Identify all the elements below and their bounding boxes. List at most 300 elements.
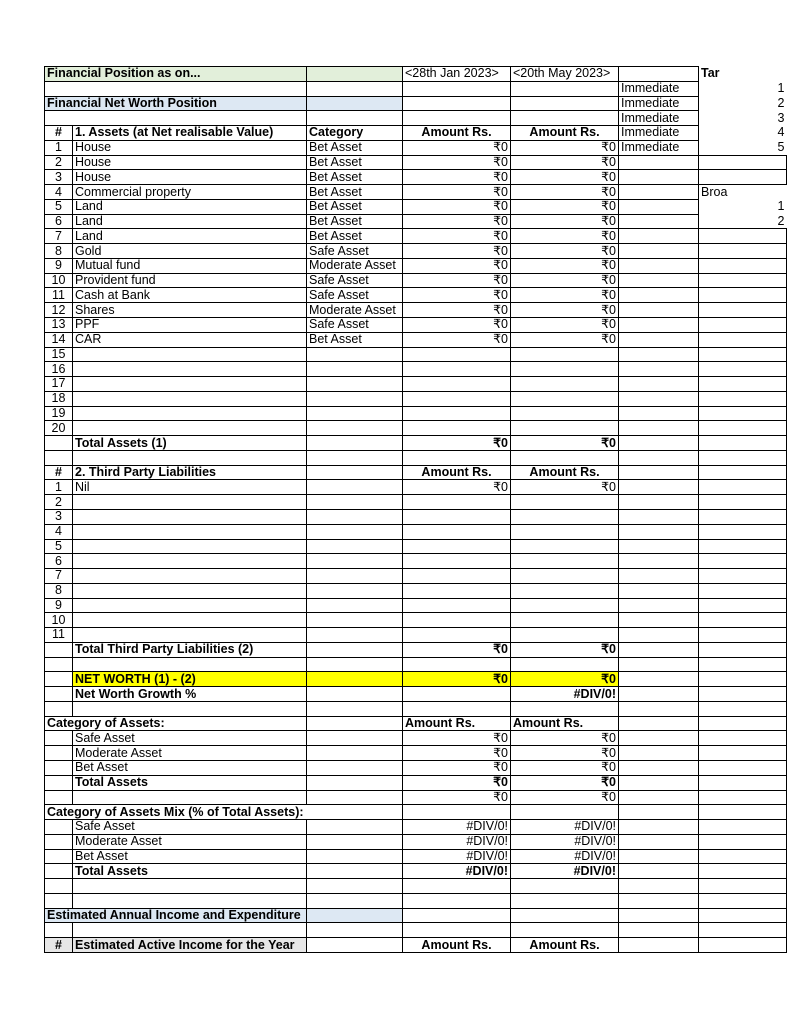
asset-category[interactable]: Moderate Asset (307, 303, 403, 318)
asset-category[interactable]: Moderate Asset (307, 258, 403, 273)
row-number[interactable]: 20 (45, 421, 73, 436)
amount[interactable]: ₹0 (403, 288, 511, 303)
cell[interactable]: ₹0 (403, 760, 511, 775)
amount[interactable]: ₹0 (511, 214, 619, 229)
row-number[interactable]: 1 (45, 140, 73, 155)
cell[interactable] (73, 790, 307, 805)
amount[interactable] (511, 524, 619, 539)
liability-name[interactable] (73, 524, 307, 539)
amount[interactable]: ₹0 (511, 244, 619, 259)
asset-category[interactable] (307, 391, 403, 406)
row-number[interactable]: 5 (45, 199, 73, 214)
cell[interactable]: Amount Rs. (403, 126, 511, 141)
row-number[interactable]: 10 (45, 273, 73, 288)
asset-name[interactable] (73, 347, 307, 362)
cell[interactable] (699, 923, 787, 938)
asset-category[interactable]: Bet Asset (307, 229, 403, 244)
cell[interactable] (699, 495, 787, 510)
asset-name[interactable]: House (73, 155, 307, 170)
cell[interactable] (403, 908, 511, 923)
cell[interactable] (403, 81, 511, 96)
cell[interactable] (45, 731, 73, 746)
cell[interactable] (619, 288, 699, 303)
amount[interactable] (511, 406, 619, 421)
growth-label[interactable]: Net Worth Growth % (73, 687, 307, 702)
row-number[interactable]: 15 (45, 347, 73, 362)
cell[interactable] (511, 657, 619, 672)
side-number[interactable]: 2 (777, 95, 785, 110)
amount[interactable]: ₹0 (403, 229, 511, 244)
immediate-label[interactable]: Immediate (619, 81, 699, 96)
row-number[interactable]: 8 (45, 583, 73, 598)
cell[interactable] (699, 613, 787, 628)
cell[interactable] (45, 923, 73, 938)
cell[interactable] (619, 760, 699, 775)
cell[interactable] (619, 672, 699, 687)
cell[interactable] (699, 583, 787, 598)
cell[interactable]: Safe Asset (73, 820, 307, 835)
cell[interactable] (699, 554, 787, 569)
cell[interactable]: #DIV/0! (403, 864, 511, 879)
asset-name[interactable]: Land (73, 214, 307, 229)
cell[interactable] (307, 465, 403, 480)
row-number[interactable]: 13 (45, 318, 73, 333)
cell[interactable] (307, 628, 403, 643)
side-number[interactable]: 4 (777, 125, 785, 140)
row-number[interactable]: 3 (45, 170, 73, 185)
immediate-label[interactable]: Immediate (619, 140, 699, 155)
row-number[interactable]: 1 (45, 480, 73, 495)
cell[interactable] (699, 288, 787, 303)
cell[interactable] (307, 657, 403, 672)
amount[interactable] (511, 569, 619, 584)
cell[interactable] (307, 569, 403, 584)
cell[interactable] (619, 628, 699, 643)
cell[interactable] (307, 746, 403, 761)
cell[interactable]: ₹0 (511, 642, 619, 657)
row-number[interactable]: 6 (45, 214, 73, 229)
cell[interactable] (45, 672, 73, 687)
cell[interactable] (619, 849, 699, 864)
cell[interactable]: ₹0 (511, 760, 619, 775)
cell[interactable] (73, 879, 307, 894)
cell[interactable] (45, 893, 73, 908)
cell[interactable] (403, 701, 511, 716)
cell[interactable] (619, 170, 699, 185)
liability-name[interactable] (73, 539, 307, 554)
amount[interactable] (511, 539, 619, 554)
side-number[interactable]: 2 (777, 213, 785, 228)
cell[interactable] (403, 687, 511, 702)
asset-name[interactable]: PPF (73, 318, 307, 333)
cell[interactable] (307, 436, 403, 451)
liability-name[interactable] (73, 613, 307, 628)
cell[interactable]: #DIV/0! (403, 820, 511, 835)
cell[interactable] (619, 495, 699, 510)
cell[interactable]: #DIV/0! (511, 864, 619, 879)
cell[interactable] (307, 775, 403, 790)
cell[interactable]: Bet Asset (73, 849, 307, 864)
assets-title[interactable]: 1. Assets (at Net realisable Value) (73, 126, 307, 141)
asset-category[interactable]: Safe Asset (307, 318, 403, 333)
amount[interactable] (403, 583, 511, 598)
cell[interactable] (699, 524, 787, 539)
cell[interactable] (699, 465, 787, 480)
row-number[interactable]: 4 (45, 524, 73, 539)
cell[interactable]: ₹0 (403, 731, 511, 746)
row-number[interactable]: 2 (45, 495, 73, 510)
cell[interactable]: ₹0 (403, 436, 511, 451)
asset-name[interactable] (73, 406, 307, 421)
cell[interactable] (699, 391, 787, 406)
cell[interactable] (699, 509, 787, 524)
cell[interactable] (699, 849, 787, 864)
cell[interactable] (699, 834, 787, 849)
cell[interactable] (307, 111, 403, 126)
cell[interactable] (403, 923, 511, 938)
cell[interactable] (699, 879, 787, 894)
cell[interactable] (511, 111, 619, 126)
amount[interactable] (511, 583, 619, 598)
cell[interactable] (619, 879, 699, 894)
immediate-label[interactable]: Immediate (619, 126, 699, 141)
amount[interactable] (403, 509, 511, 524)
amount[interactable] (511, 377, 619, 392)
cell[interactable]: #DIV/0! (511, 820, 619, 835)
amount[interactable] (403, 569, 511, 584)
amount[interactable]: ₹0 (511, 273, 619, 288)
cell[interactable] (307, 554, 403, 569)
cell[interactable] (619, 539, 699, 554)
row-number[interactable]: 11 (45, 288, 73, 303)
amount[interactable]: ₹0 (403, 170, 511, 185)
sheet-title[interactable]: Financial Position as on... (45, 67, 307, 82)
amount[interactable] (403, 495, 511, 510)
cell[interactable] (619, 554, 699, 569)
cell[interactable] (699, 480, 787, 495)
cell[interactable] (699, 155, 787, 170)
cell[interactable] (511, 923, 619, 938)
cell[interactable] (699, 406, 787, 421)
cell[interactable] (619, 613, 699, 628)
asset-category[interactable]: Safe Asset (307, 288, 403, 303)
amount[interactable]: ₹0 (403, 185, 511, 200)
cell[interactable] (619, 834, 699, 849)
cell[interactable] (307, 731, 403, 746)
mix-title[interactable]: Category of Assets Mix (% of Total Assets): (45, 805, 403, 820)
cell[interactable] (619, 701, 699, 716)
cell[interactable] (699, 450, 787, 465)
total-assets-label[interactable]: Total Assets (1) (73, 436, 307, 451)
row-number[interactable]: 2 (45, 155, 73, 170)
cell[interactable] (619, 406, 699, 421)
cell[interactable] (619, 746, 699, 761)
income-title[interactable]: Estimated Active Income for the Year (73, 938, 307, 953)
cell[interactable] (403, 96, 511, 111)
cell[interactable] (699, 805, 787, 820)
cell[interactable]: Safe Asset (73, 731, 307, 746)
cell[interactable] (619, 436, 699, 451)
amount[interactable]: ₹0 (511, 258, 619, 273)
amount[interactable]: ₹0 (511, 480, 619, 495)
amount[interactable] (511, 362, 619, 377)
cell[interactable]: Moderate Asset (73, 746, 307, 761)
cell[interactable]: #DIV/0! (511, 849, 619, 864)
amount[interactable] (403, 628, 511, 643)
row-number[interactable]: 14 (45, 332, 73, 347)
cell[interactable] (307, 923, 403, 938)
cell[interactable]: # (45, 126, 73, 141)
cell[interactable]: Amount Rs. (511, 938, 619, 953)
cell[interactable] (619, 480, 699, 495)
asset-category[interactable] (307, 347, 403, 362)
cell[interactable] (307, 820, 403, 835)
cell[interactable] (619, 893, 699, 908)
asset-category[interactable] (307, 406, 403, 421)
amount[interactable] (511, 598, 619, 613)
cell[interactable] (619, 716, 699, 731)
cell[interactable]: ₹0 (511, 731, 619, 746)
cell[interactable] (619, 332, 699, 347)
cell[interactable] (307, 834, 403, 849)
cell[interactable] (307, 849, 403, 864)
amount[interactable]: ₹0 (403, 303, 511, 318)
cell[interactable] (699, 716, 787, 731)
asset-name[interactable]: Cash at Bank (73, 288, 307, 303)
liability-name[interactable] (73, 583, 307, 598)
cell[interactable] (307, 96, 403, 111)
cell[interactable] (699, 569, 787, 584)
cell[interactable] (307, 938, 403, 953)
cell[interactable] (619, 273, 699, 288)
cell[interactable] (619, 391, 699, 406)
cell[interactable] (45, 436, 73, 451)
amount[interactable] (403, 391, 511, 406)
cell[interactable] (699, 820, 787, 835)
row-number[interactable]: 8 (45, 244, 73, 259)
amount[interactable] (511, 613, 619, 628)
cell[interactable] (699, 318, 787, 333)
category-header[interactable]: Category (307, 126, 403, 141)
amount[interactable]: ₹0 (403, 480, 511, 495)
cell[interactable]: # (45, 938, 73, 953)
row-number[interactable]: 5 (45, 539, 73, 554)
cell[interactable]: Amount Rs. (403, 465, 511, 480)
cell[interactable] (619, 155, 699, 170)
amount[interactable]: ₹0 (511, 229, 619, 244)
cell[interactable] (619, 450, 699, 465)
cell[interactable] (619, 199, 699, 214)
asset-category[interactable]: Safe Asset (307, 244, 403, 259)
cell[interactable] (699, 377, 787, 392)
cell[interactable] (619, 244, 699, 259)
cell[interactable]: ₹0 (511, 790, 619, 805)
cell[interactable] (511, 893, 619, 908)
cell[interactable] (511, 81, 619, 96)
cell[interactable] (699, 303, 787, 318)
asset-name[interactable] (73, 391, 307, 406)
cell[interactable] (45, 834, 73, 849)
asset-name[interactable] (73, 421, 307, 436)
date-col-2[interactable]: <20th May 2023> (511, 67, 619, 82)
cell[interactable] (619, 598, 699, 613)
cell[interactable] (619, 67, 699, 82)
cell[interactable]: Bet Asset (73, 760, 307, 775)
cell[interactable] (307, 450, 403, 465)
cell[interactable] (45, 701, 73, 716)
amount[interactable]: ₹0 (511, 199, 619, 214)
cell[interactable] (307, 81, 403, 96)
cell[interactable] (619, 642, 699, 657)
immediate-label[interactable]: Immediate (619, 96, 699, 111)
cell[interactable]: #DIV/0! (511, 834, 619, 849)
cell[interactable] (699, 642, 787, 657)
cell[interactable] (699, 908, 787, 923)
asset-category[interactable] (307, 362, 403, 377)
cell[interactable]: # (45, 465, 73, 480)
cell[interactable] (511, 879, 619, 894)
category-title[interactable]: Category of Assets: (45, 716, 307, 731)
cell[interactable]: Amount Rs. (403, 716, 511, 731)
cell[interactable] (619, 569, 699, 584)
cell[interactable] (403, 893, 511, 908)
asset-category[interactable]: Bet Asset (307, 185, 403, 200)
side-number[interactable]: 3 (777, 110, 785, 125)
cell[interactable] (45, 775, 73, 790)
cell[interactable] (619, 318, 699, 333)
cell[interactable] (699, 760, 787, 775)
cell[interactable] (307, 879, 403, 894)
cell[interactable] (619, 185, 699, 200)
networth-heading[interactable]: Financial Net Worth Position (45, 96, 307, 111)
cell[interactable] (73, 893, 307, 908)
cell[interactable] (307, 613, 403, 628)
row-number[interactable]: 16 (45, 362, 73, 377)
cell[interactable] (619, 775, 699, 790)
cell[interactable] (619, 362, 699, 377)
cell[interactable] (619, 687, 699, 702)
cell[interactable]: #DIV/0! (403, 849, 511, 864)
liabilities-title[interactable]: 2. Third Party Liabilities (73, 465, 307, 480)
cell[interactable] (73, 450, 307, 465)
cell[interactable] (307, 583, 403, 598)
cell[interactable] (511, 908, 619, 923)
amount[interactable] (403, 421, 511, 436)
immediate-label[interactable]: Immediate (619, 111, 699, 126)
cell[interactable] (699, 362, 787, 377)
cell[interactable]: Amount Rs. (511, 716, 619, 731)
cell[interactable]: Amount Rs. (511, 465, 619, 480)
cell[interactable] (307, 701, 403, 716)
amount[interactable]: ₹0 (403, 258, 511, 273)
cell[interactable]: Moderate Asset (73, 834, 307, 849)
cell[interactable]: Total Assets (73, 864, 307, 879)
cell[interactable] (45, 790, 73, 805)
cell[interactable] (45, 657, 73, 672)
cell[interactable] (699, 938, 787, 953)
amount[interactable] (511, 509, 619, 524)
target-header[interactable]: Tar (701, 66, 720, 81)
cell[interactable] (619, 229, 699, 244)
cell[interactable] (403, 805, 511, 820)
cell[interactable] (619, 583, 699, 598)
amount[interactable] (511, 554, 619, 569)
cell[interactable]: #DIV/0! (511, 687, 619, 702)
cell[interactable] (699, 628, 787, 643)
amount[interactable] (403, 347, 511, 362)
cell[interactable] (73, 657, 307, 672)
cell[interactable]: ₹0 (403, 746, 511, 761)
cell[interactable] (699, 790, 787, 805)
liability-name[interactable] (73, 569, 307, 584)
liability-name[interactable] (73, 495, 307, 510)
asset-category[interactable]: Bet Asset (307, 332, 403, 347)
cell[interactable] (307, 642, 403, 657)
amount[interactable]: ₹0 (403, 332, 511, 347)
cell[interactable] (307, 672, 403, 687)
cell[interactable] (619, 908, 699, 923)
cell[interactable]: ₹0 (511, 436, 619, 451)
asset-name[interactable]: Shares (73, 303, 307, 318)
cell[interactable] (403, 879, 511, 894)
row-number[interactable]: 12 (45, 303, 73, 318)
cell[interactable] (403, 657, 511, 672)
cell[interactable] (619, 790, 699, 805)
cell[interactable] (699, 332, 787, 347)
row-number[interactable]: 18 (45, 391, 73, 406)
amount[interactable]: ₹0 (403, 140, 511, 155)
cell[interactable] (619, 347, 699, 362)
cell[interactable] (45, 820, 73, 835)
cell[interactable]: ₹0 (403, 642, 511, 657)
amount[interactable] (403, 362, 511, 377)
cell[interactable] (403, 450, 511, 465)
asset-category[interactable]: Safe Asset (307, 273, 403, 288)
cell[interactable] (511, 96, 619, 111)
cell[interactable] (699, 893, 787, 908)
amount[interactable] (511, 628, 619, 643)
cell[interactable] (619, 258, 699, 273)
liability-name[interactable]: Nil (73, 480, 307, 495)
cell[interactable] (619, 465, 699, 480)
cell[interactable] (45, 450, 73, 465)
asset-name[interactable] (73, 362, 307, 377)
row-number[interactable]: 7 (45, 569, 73, 584)
amount[interactable] (403, 377, 511, 392)
cell[interactable]: ₹0 (403, 790, 511, 805)
row-number[interactable]: 11 (45, 628, 73, 643)
amount[interactable] (403, 554, 511, 569)
cell[interactable] (699, 421, 787, 436)
amount[interactable]: ₹0 (403, 244, 511, 259)
cell[interactable] (619, 820, 699, 835)
liability-name[interactable] (73, 509, 307, 524)
asset-name[interactable]: House (73, 170, 307, 185)
cell[interactable] (307, 539, 403, 554)
asset-category[interactable]: Bet Asset (307, 155, 403, 170)
cell[interactable] (619, 657, 699, 672)
cell[interactable] (307, 480, 403, 495)
asset-name[interactable]: Land (73, 229, 307, 244)
cell[interactable] (45, 864, 73, 879)
cell[interactable] (699, 598, 787, 613)
cell[interactable] (307, 598, 403, 613)
amount[interactable] (511, 495, 619, 510)
asset-name[interactable]: CAR (73, 332, 307, 347)
cell[interactable] (699, 701, 787, 716)
amount[interactable] (403, 406, 511, 421)
cell[interactable] (45, 81, 307, 96)
